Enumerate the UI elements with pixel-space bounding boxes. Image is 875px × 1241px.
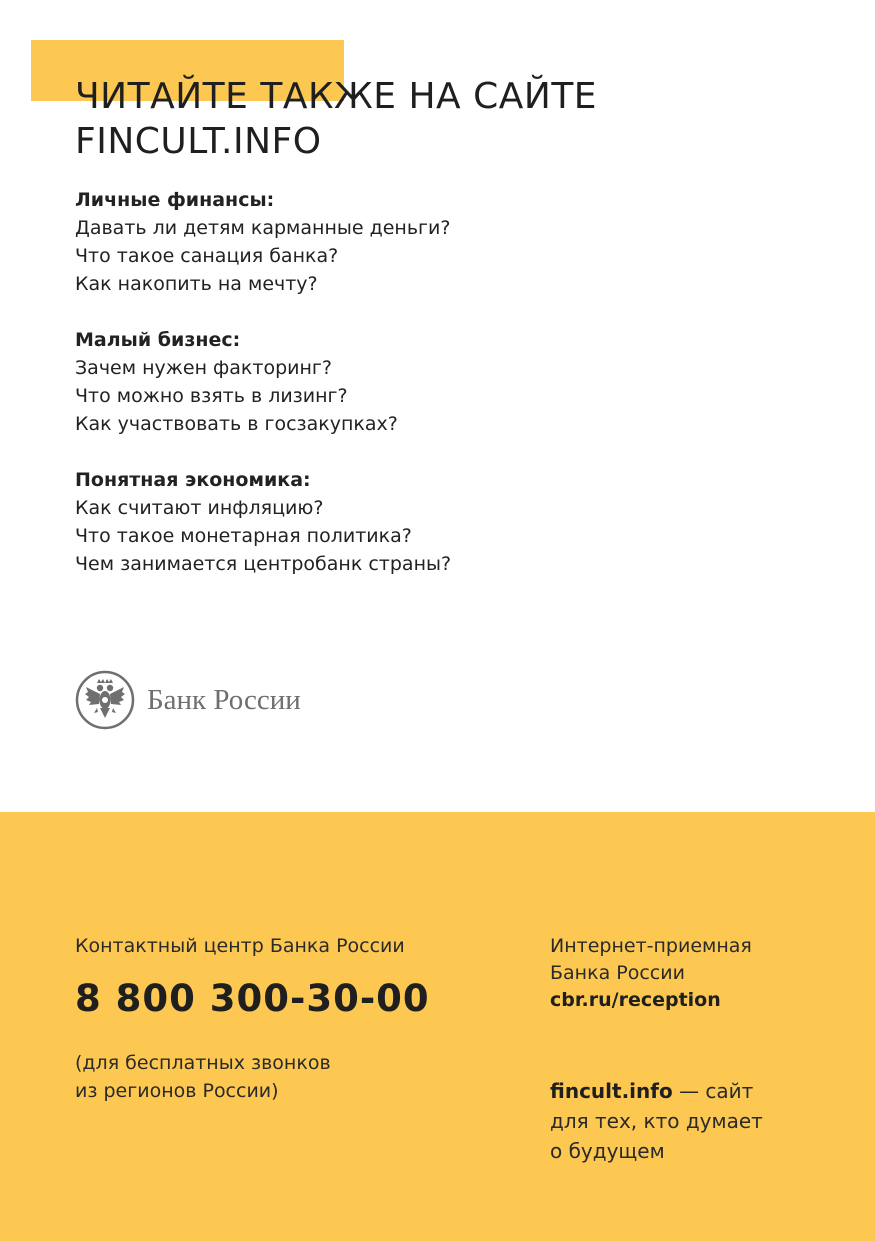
phone-number[interactable]: 8 800 300-30-00 (75, 977, 430, 1020)
article-link: Давать ли детям карманные деньги? (75, 217, 451, 239)
reception-link[interactable]: cbr.ru/reception (550, 989, 721, 1011)
article-link: Что такое монетарная политика? (75, 525, 412, 547)
reception-label-line-1: Интернет-приемная (550, 935, 752, 957)
fincult-line-3: о будущем (550, 1139, 665, 1163)
fincult-line-2: для тех, кто думает (550, 1109, 763, 1133)
article-link: Чем занимается центробанк страны? (75, 553, 452, 575)
fincult-link[interactable]: fincult.info (550, 1079, 673, 1103)
page-title (75, 74, 597, 164)
section-personal-finance (75, 186, 775, 298)
article-link: Как накопить на мечту? (75, 273, 318, 295)
article-link: Как участвовать в госзакупках? (75, 413, 398, 435)
article-link: Зачем нужен факторинг? (75, 357, 333, 379)
phone-note-line-1: (для бесплатных звонков (75, 1052, 331, 1074)
logo-text: Банк России (147, 683, 301, 716)
article-link: Что такое санация банка? (75, 245, 339, 267)
article-link: Как считают инфляцию? (75, 497, 324, 519)
fincult-promo (550, 1076, 763, 1166)
section-title: Личные финансы: (75, 189, 275, 211)
phone-note (75, 1049, 331, 1105)
footer-panel (0, 812, 875, 1241)
contact-center-label: Контактный центр Банка России (75, 935, 405, 957)
article-link: Что можно взять в лизинг? (75, 385, 348, 407)
section-economics (75, 466, 775, 578)
bank-of-russia-logo (75, 670, 301, 730)
bank-of-russia-eagle-icon (75, 670, 135, 730)
fincult-line-1 (550, 1076, 763, 1106)
reception-label-line-2: Банка России (550, 962, 685, 984)
section-title: Понятная экономика: (75, 469, 311, 491)
page-title-line-1: ЧИТАЙТЕ ТАКЖЕ НА САЙТЕ (75, 76, 598, 117)
phone-note-line-2: из регионов России) (75, 1080, 279, 1102)
page-title-line-2: FINCULT.INFO (75, 121, 322, 162)
fincult-line-1-rest: — сайт (672, 1079, 754, 1103)
internet-reception (550, 933, 752, 1014)
section-small-business (75, 326, 775, 438)
section-title: Малый бизнес: (75, 329, 241, 351)
article-sections (75, 186, 775, 606)
